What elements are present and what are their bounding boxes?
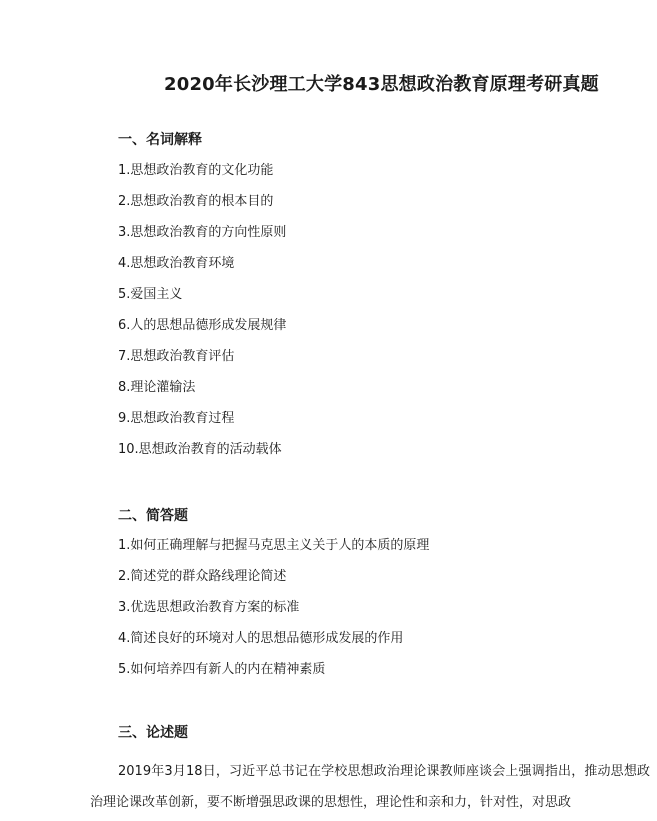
question-item: 7.思想政治教育评估 (118, 349, 235, 364)
question-item: 4.简述良好的环境对人的思想品德形成发展的作用 (118, 631, 404, 646)
question-item: 5.如何培养四有新人的内在精神素质 (118, 662, 326, 677)
section-heading: 一、名词解释 (118, 132, 202, 148)
question-item: 3.优选思想政治教育方案的标准 (118, 600, 300, 615)
question-item: 9.思想政治教育过程 (118, 411, 235, 426)
question-item: 4.思想政治教育环境 (118, 256, 235, 271)
essay-question-text: 2019年3月18日，习近平总书记在学校思想政治理论课教师座谈会上强调指出，推动思想政治理论课改革创新，要不断增强思政课的思想性，理论性和亲和力，针对性，对思政 (90, 764, 650, 810)
section-heading: 三、论述题 (118, 725, 188, 741)
question-item: 2.思想政治教育的根本目的 (118, 194, 274, 209)
question-item: 1.思想政治教育的文化功能 (118, 163, 274, 178)
question-item: 8.理论灌输法 (118, 380, 196, 395)
page-title: 2020年长沙理工大学843思想政治教育原理考研真题 (164, 74, 599, 95)
section-noun-explanation (118, 130, 286, 471)
section-short-answer (118, 506, 429, 691)
question-item: 5.爱国主义 (118, 287, 183, 302)
section-essay (118, 723, 188, 743)
question-item: 6.人的思想品德形成发展规律 (118, 318, 287, 333)
section-heading: 二、简答题 (118, 508, 188, 524)
question-item: 3.思想政治教育的方向性原则 (118, 225, 287, 240)
question-item: 1.如何正确理解与把握马克思主义关于人的本质的原理 (118, 538, 430, 553)
question-item: 10.思想政治教育的活动载体 (118, 442, 282, 457)
question-item: 2.简述党的群众路线理论简述 (118, 569, 287, 584)
